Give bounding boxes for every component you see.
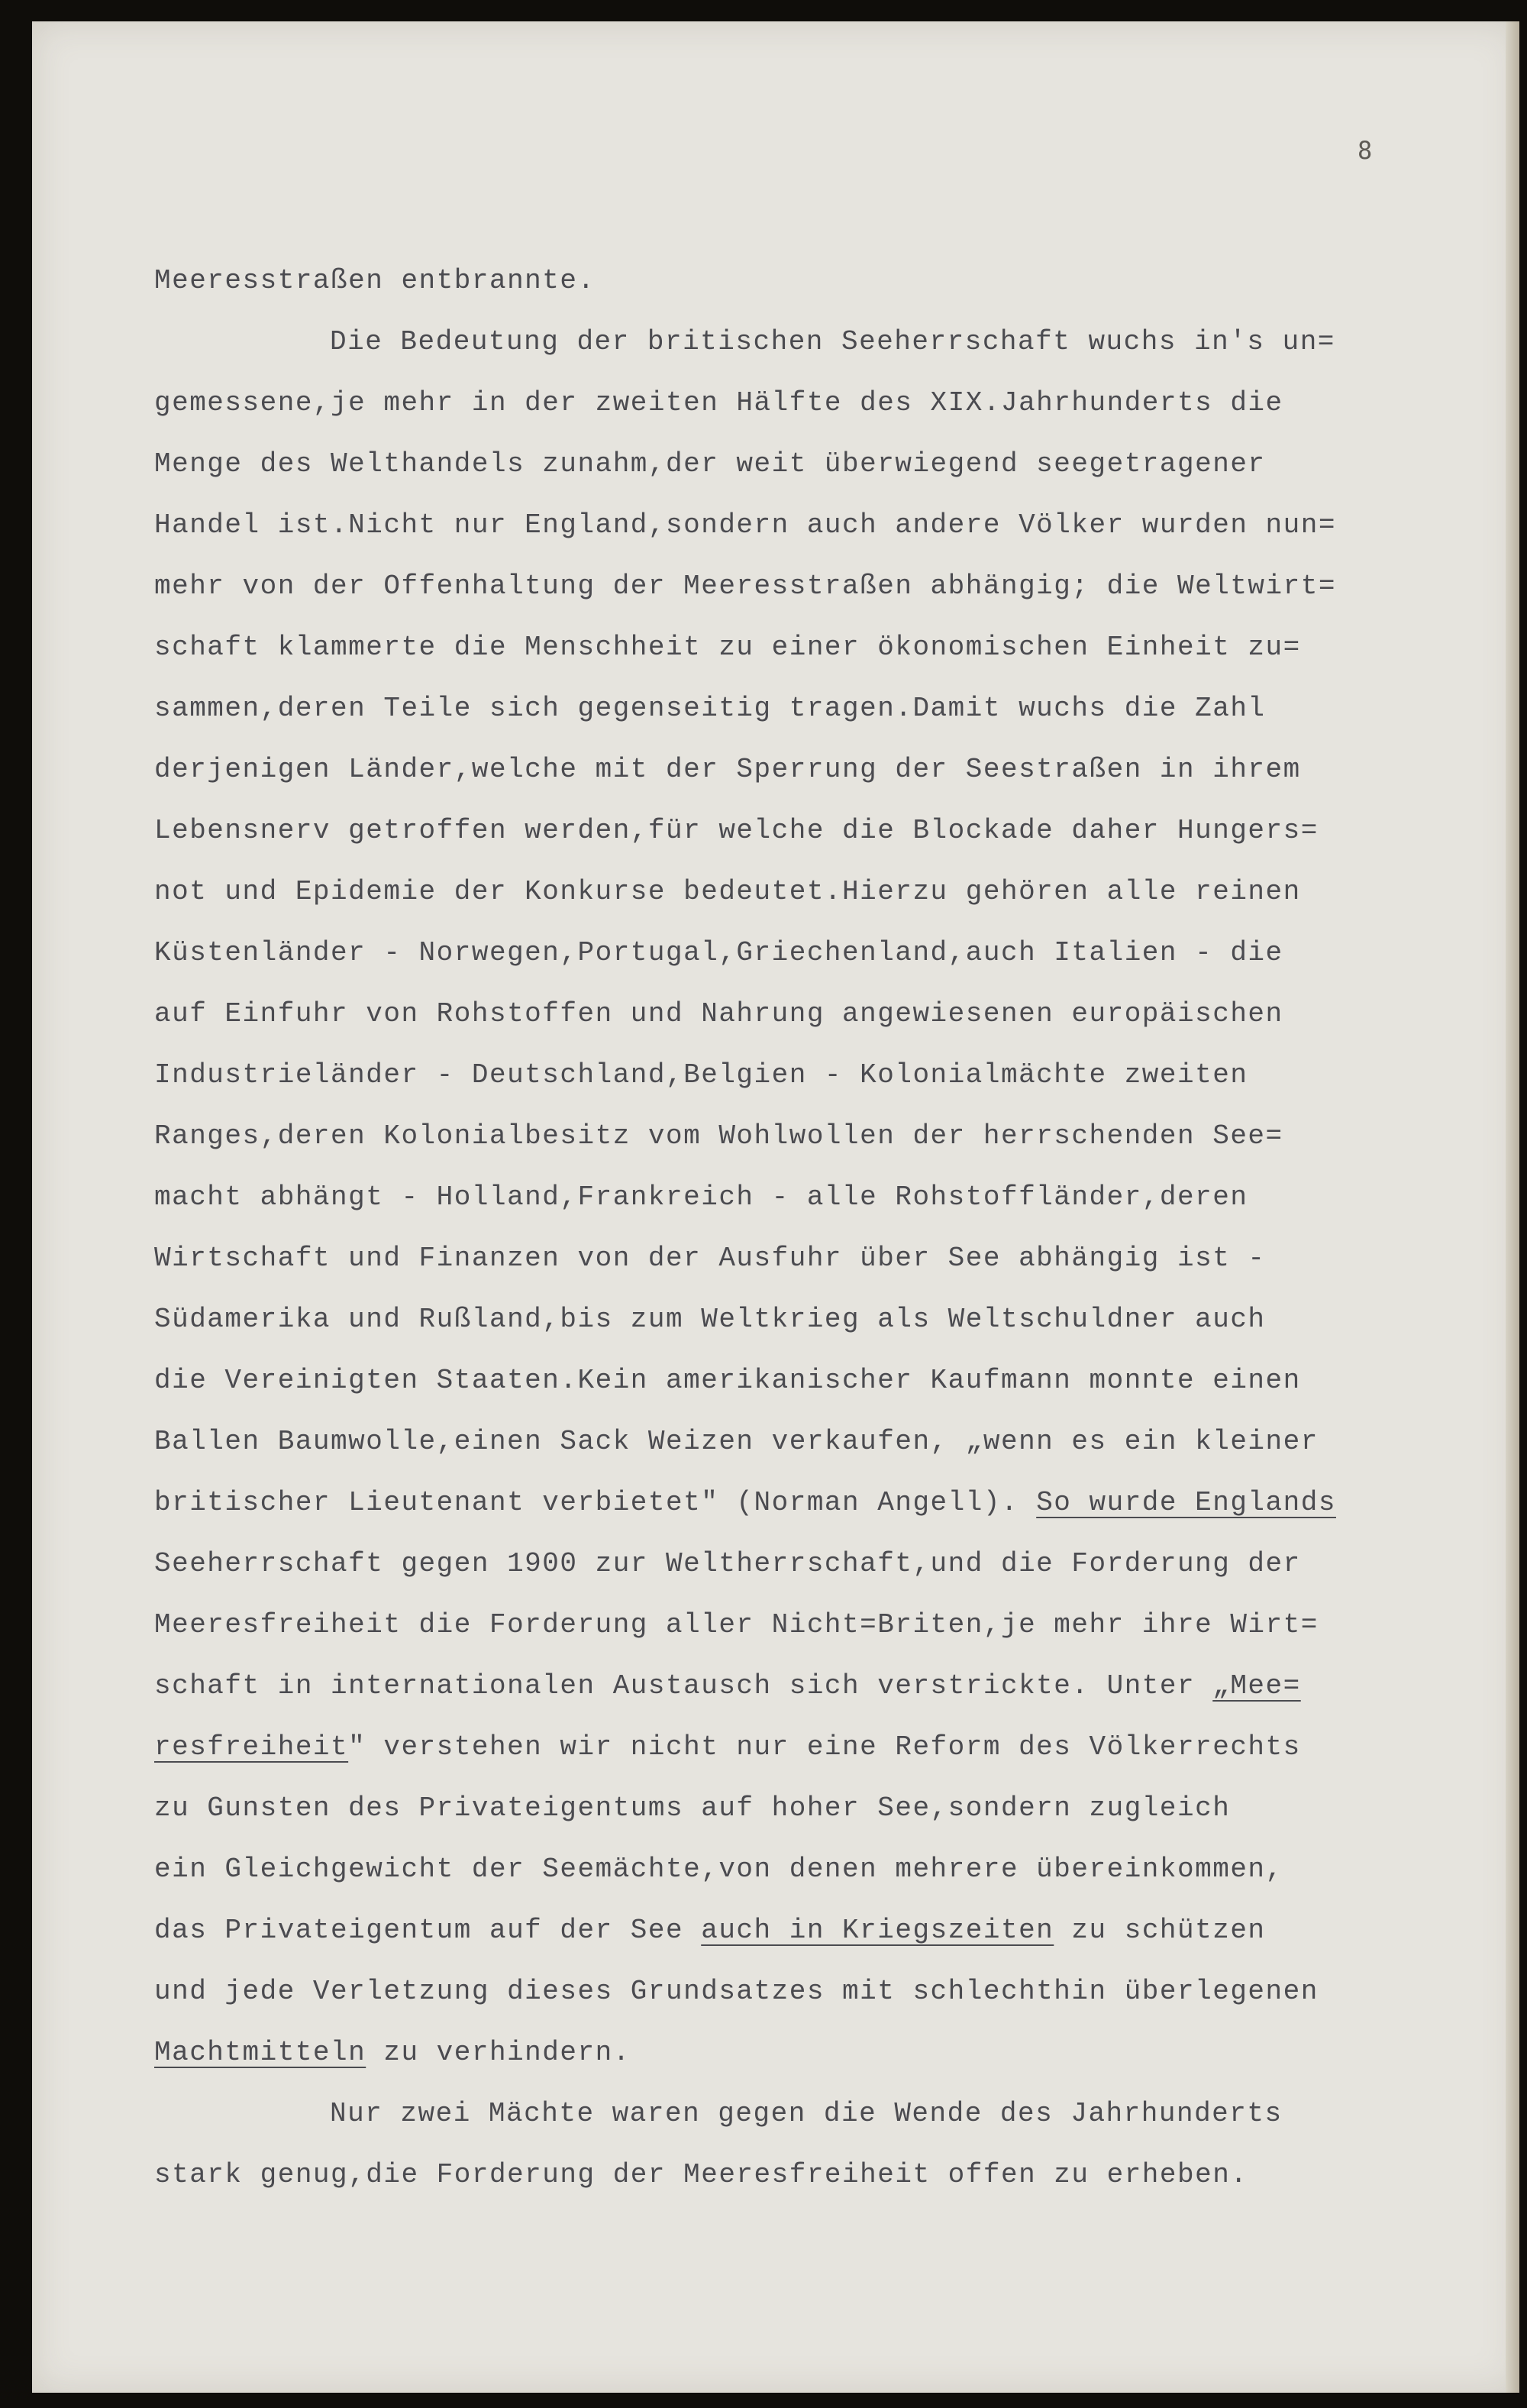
line-text: Ballen Baumwolle,einen Sack Weizen verkaufen, „wenn es ein kleiner (154, 1426, 1319, 1457)
line-text: Ranges,deren Kolonialbesitz vom Wohlwollen der herrschenden See= (154, 1120, 1283, 1152)
page-number: 8 (1358, 136, 1373, 165)
line-text: sammen,deren Teile sich gegenseitig tragen.Damit wuchs die Zahl (154, 693, 1266, 724)
text-line (154, 678, 1498, 739)
typewritten-page (32, 21, 1519, 2393)
line-text: Meeresstraßen entbrannte. (154, 265, 596, 296)
line-text: schaft klammerte die Menschheit zu einer ökonomischen Einheit zu= (154, 632, 1301, 663)
text-line (154, 800, 1498, 861)
text-line (154, 1167, 1498, 1228)
underlined-text: „Mee= (1212, 1670, 1301, 1702)
line-text: stark genug,die Forderung der Meeresfreiheit offen zu erheben. (154, 2159, 1248, 2190)
text-line (154, 1900, 1498, 1961)
underlined-text: Machtmitteln (154, 2037, 366, 2068)
line-text: macht abhängt - Holland,Frankreich - alle Rohstoffländer,deren (154, 1181, 1248, 1213)
text-line (154, 1106, 1498, 1167)
text-line (154, 312, 1498, 373)
line-text: die Vereinigten Staaten.Kein amerikanischer Kaufmann monnte einen (154, 1365, 1301, 1396)
line-text: zu verhindern. (366, 2037, 631, 2068)
line-text: zu Gunsten des Privateigentums auf hoher See,sondern zugleich (154, 1792, 1231, 1824)
line-text: das Privateigentum auf der See (154, 1915, 702, 1946)
line-text: derjenigen Länder,welche mit der Sperrung der Seestraßen in ihrem (154, 754, 1301, 785)
text-line (154, 739, 1498, 800)
underlined-text: auch in Kriegszeiten (701, 1915, 1054, 1946)
text-line (154, 2022, 1498, 2083)
text-line (154, 2083, 1498, 2145)
line-text: gemessene,je mehr in der zweiten Hälfte des XIX.Jahrhunderts die (154, 387, 1283, 419)
line-text: Meeresfreiheit die Forderung aller Nicht=Briten,je mehr ihre Wirt= (154, 1609, 1319, 1640)
underlined-text: So wurde Englands (1036, 1487, 1336, 1518)
text-line (154, 556, 1498, 617)
text-line (154, 1045, 1498, 1106)
text-line (154, 1961, 1498, 2022)
line-text: Seeherrschaft gegen 1900 zur Weltherrschaft,und die Forderung der (154, 1548, 1301, 1579)
line-text: auf Einfuhr von Rohstoffen und Nahrung angewiesenen europäischen (154, 998, 1283, 1029)
line-text: Lebensnerv getroffen werden,für welche die Blockade daher Hungers= (154, 815, 1319, 846)
text-line (154, 1534, 1498, 1595)
line-text: Die Bedeutung der britischen Seeherrschaft wuchs in's un= (330, 326, 1335, 357)
text-line (154, 923, 1498, 984)
line-text: Nur zwei Mächte waren gegen die Wende des Jahrhunderts (330, 2098, 1283, 2129)
text-line (154, 1228, 1498, 1289)
line-text: zu schützen (1054, 1915, 1266, 1946)
text-body (154, 250, 1498, 2206)
line-text: ein Gleichgewicht der Seemächte,von denen mehrere übereinkommen, (154, 1854, 1283, 1885)
text-line (154, 434, 1498, 495)
underlined-text: resfreiheit (154, 1731, 349, 1763)
text-line (154, 1717, 1498, 1778)
text-line (154, 1839, 1498, 1900)
line-text: mehr von der Offenhaltung der Meeresstraßen abhängig; die Weltwirt= (154, 570, 1336, 602)
line-text: und jede Verletzung dieses Grundsatzes mit schlechthin überlegenen (154, 1976, 1319, 2007)
line-text: Handel ist.Nicht nur England,sondern auch andere Völker wurden nun= (154, 509, 1336, 541)
text-line (154, 1350, 1498, 1411)
text-line (154, 495, 1498, 556)
text-line (154, 1778, 1498, 1839)
line-text: Menge des Welthandels zunahm,der weit überwiegend seegetragener (154, 448, 1266, 480)
text-line (154, 1595, 1498, 1656)
text-line (154, 373, 1498, 434)
text-line (154, 861, 1498, 923)
line-text: not und Epidemie der Konkurse bedeutet.Hierzu gehören alle reinen (154, 876, 1301, 907)
line-text: schaft in internationalen Austausch sich verstrickte. Unter (154, 1670, 1213, 1702)
text-line (154, 617, 1498, 678)
line-text: Industrieländer - Deutschland,Belgien - Kolonialmächte zweiten (154, 1059, 1248, 1091)
text-line (154, 1472, 1498, 1534)
text-line (154, 1656, 1498, 1717)
page-edge (1506, 21, 1519, 2393)
line-text: Küstenländer - Norwegen,Portugal,Griechenland,auch Italien - die (154, 937, 1283, 968)
text-line (154, 1289, 1498, 1350)
text-line (154, 250, 1498, 312)
text-line (154, 1411, 1498, 1472)
line-text: britischer Lieutenant verbietet" (Norman Angell). (154, 1487, 1037, 1518)
line-text: Südamerika und Rußland,bis zum Weltkrieg als Weltschuldner auch (154, 1304, 1266, 1335)
line-text: " verstehen wir nicht nur eine Reform des Völkerrechts (348, 1731, 1301, 1763)
text-line (154, 984, 1498, 1045)
line-text: Wirtschaft und Finanzen von der Ausfuhr über See abhängig ist - (154, 1243, 1266, 1274)
text-line (154, 2145, 1498, 2206)
